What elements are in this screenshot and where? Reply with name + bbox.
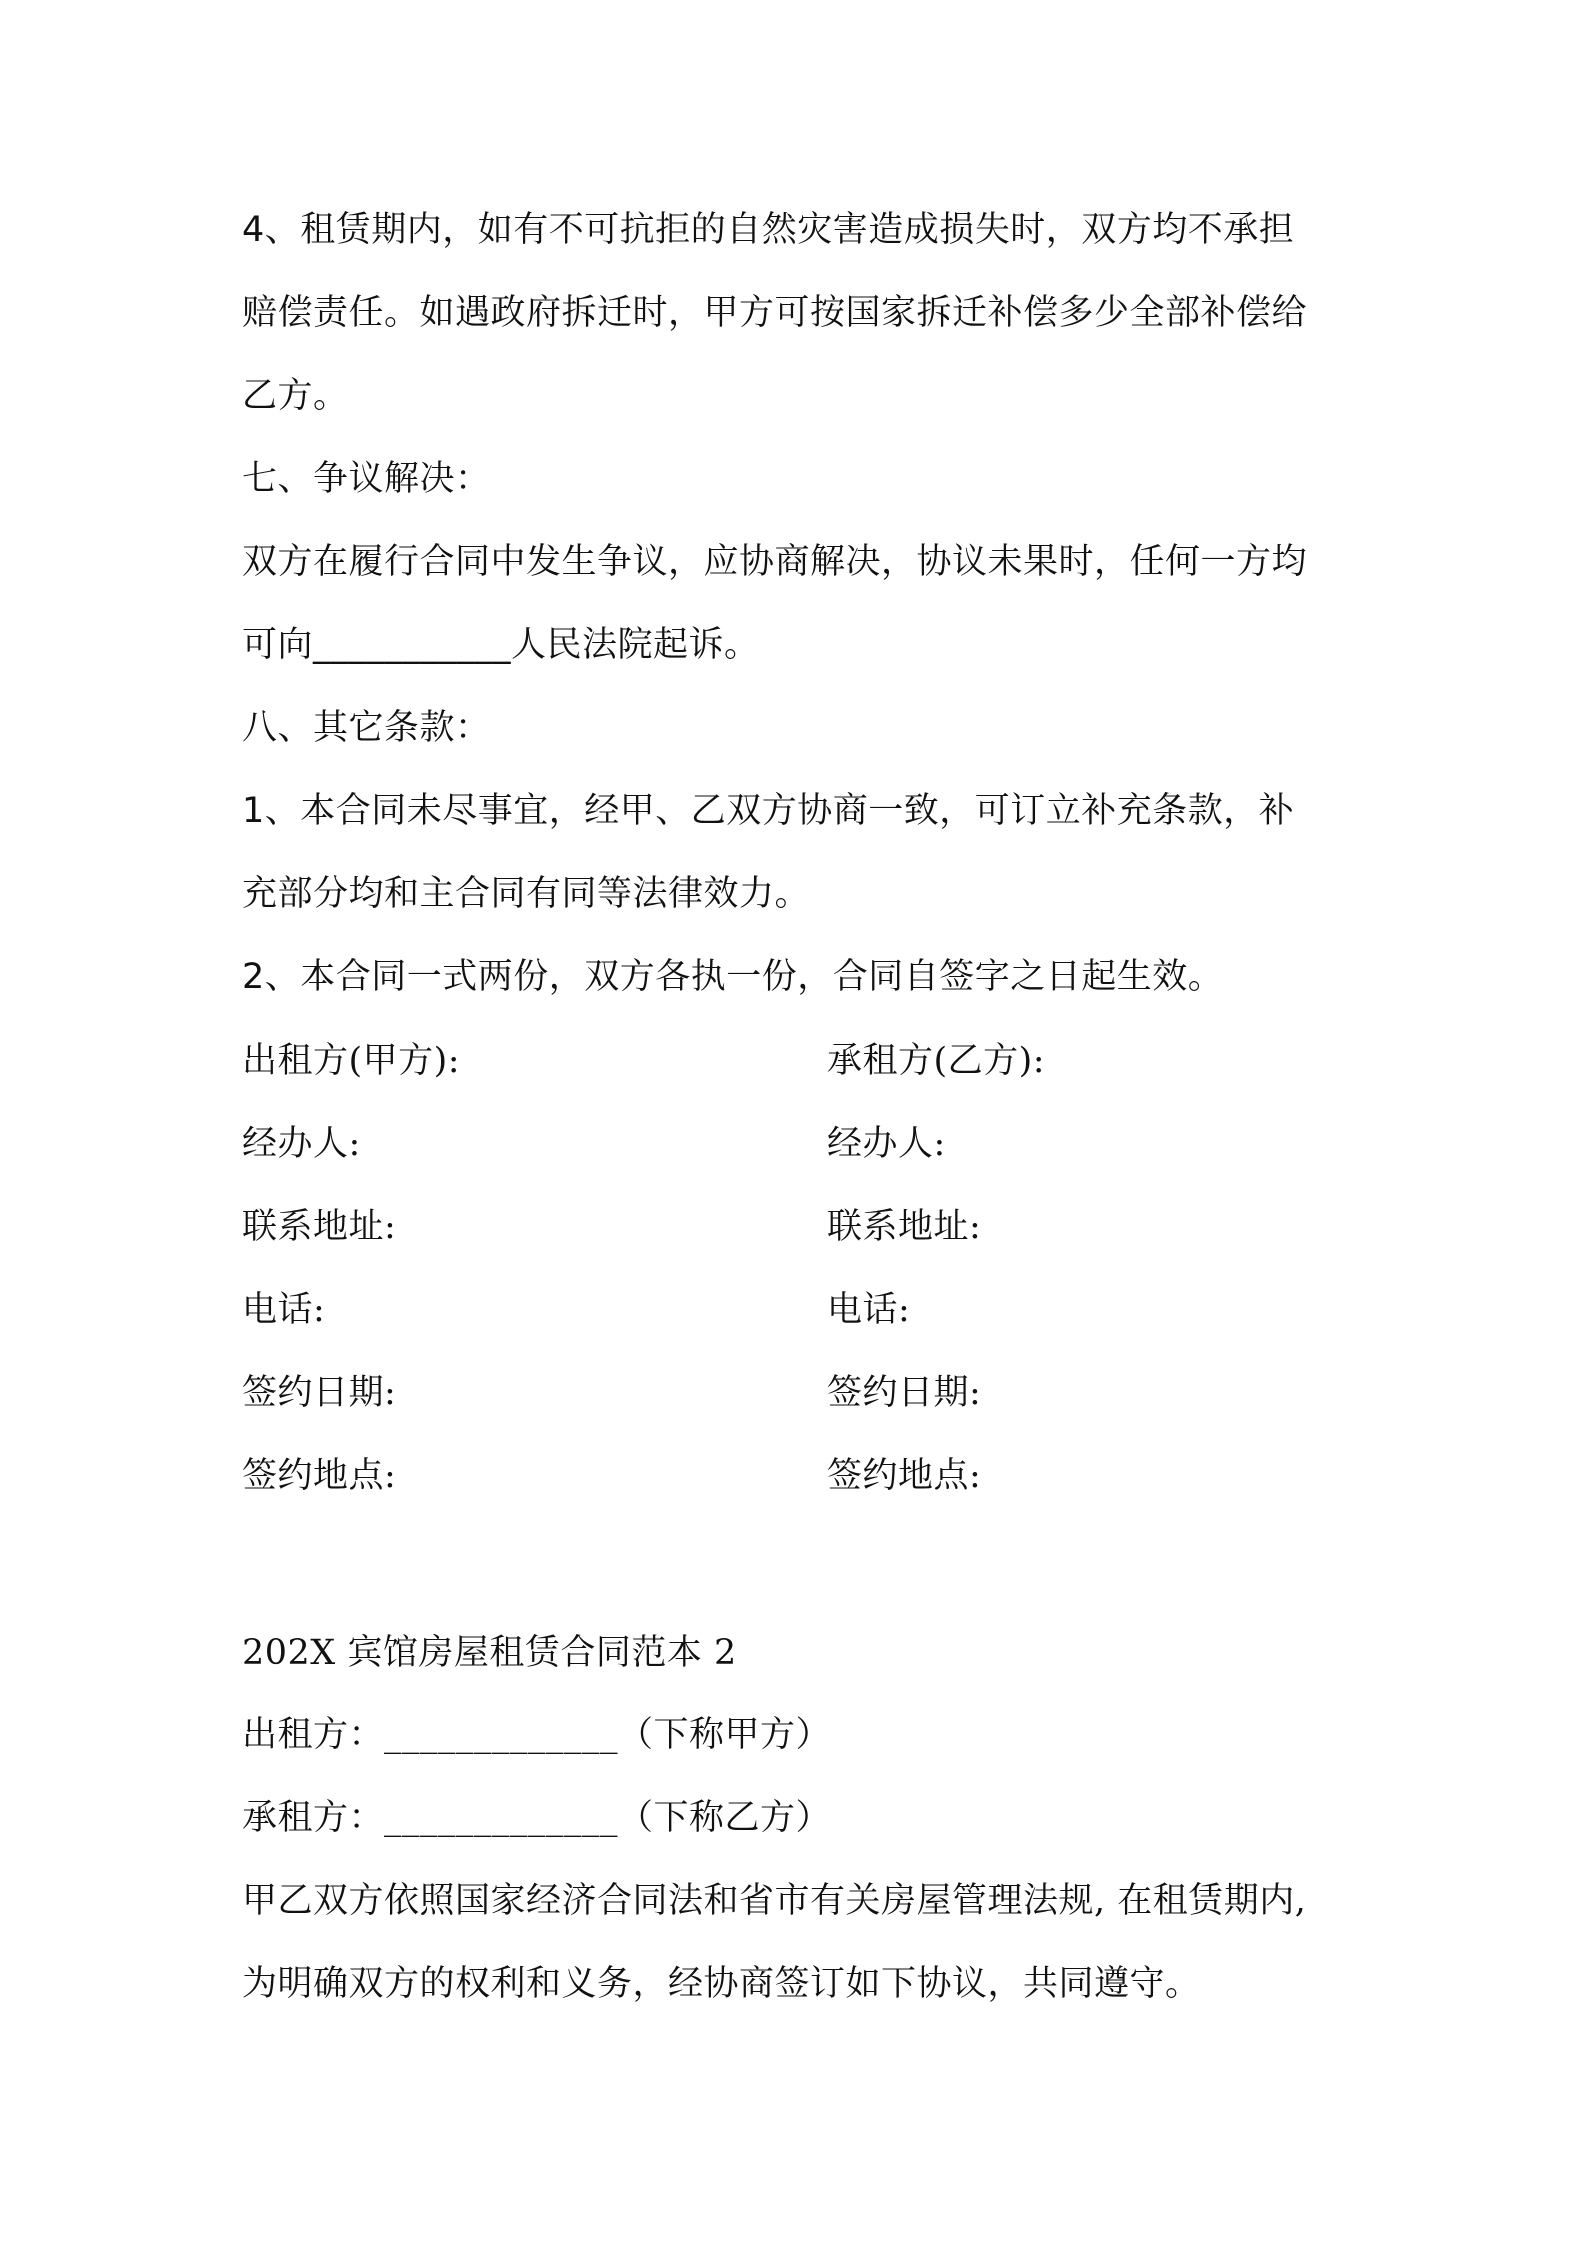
paragraph-line: 乙方。 <box>242 376 349 416</box>
paragraph-line: 1、本合同未尽事宜，经甲、乙双方协商一致，可订立补充条款，补 <box>242 791 1295 831</box>
signature-label-left: 签约日期: <box>242 1373 397 1413</box>
contract-title: 202X 宾馆房屋租赁合同范本 2 <box>242 1633 737 1673</box>
signature-label-right: 电话: <box>827 1290 911 1330</box>
intro-line: 甲乙双方依照国家经济合同法和省市有关房屋管理法规, 在租赁期内, <box>242 1881 1307 1921</box>
section-heading-dispute: 七、争议解决： <box>242 459 491 499</box>
lessee-line: 承租方：_____________（下称乙方） <box>242 1798 832 1838</box>
signature-label-left: 经办人: <box>242 1124 361 1164</box>
paragraph-line: 充部分均和主合同有同等法律效力。 <box>242 874 811 914</box>
section-heading-other-terms: 八、其它条款： <box>242 708 491 748</box>
signature-label-left: 签约地点: <box>242 1456 397 1496</box>
signature-label-right: 承租方(乙方): <box>827 1041 1046 1081</box>
signature-label-left: 联系地址: <box>242 1207 397 1247</box>
signature-label-left: 出租方(甲方): <box>242 1041 461 1081</box>
signature-label-right: 联系地址: <box>827 1207 982 1247</box>
lessor-line: 出租方：_____________（下称甲方） <box>242 1715 832 1755</box>
paragraph-line: 赔偿责任。如遇政府拆迁时，甲方可按国家拆迁补偿多少全部补偿给 <box>242 293 1308 333</box>
intro-line: 为明确双方的权利和义务，经协商签订如下协议，共同遵守。 <box>242 1964 1201 2004</box>
signature-label-right: 经办人: <box>827 1124 946 1164</box>
signature-label-right: 签约日期: <box>827 1373 982 1413</box>
paragraph-line: 2、本合同一式两份，双方各执一份，合同自签字之日起生效。 <box>242 957 1224 997</box>
paragraph-line: 双方在履行合同中发生争议，应协商解决，协议未果时，任何一方均 <box>242 542 1308 582</box>
paragraph-line: 可向___________人民法院起诉。 <box>242 625 760 665</box>
signature-label-left: 电话: <box>242 1290 326 1330</box>
paragraph-line: 4、租赁期内，如有不可抗拒的自然灾害造成损失时，双方均不承担 <box>242 210 1295 250</box>
signature-label-right: 签约地点: <box>827 1456 982 1496</box>
